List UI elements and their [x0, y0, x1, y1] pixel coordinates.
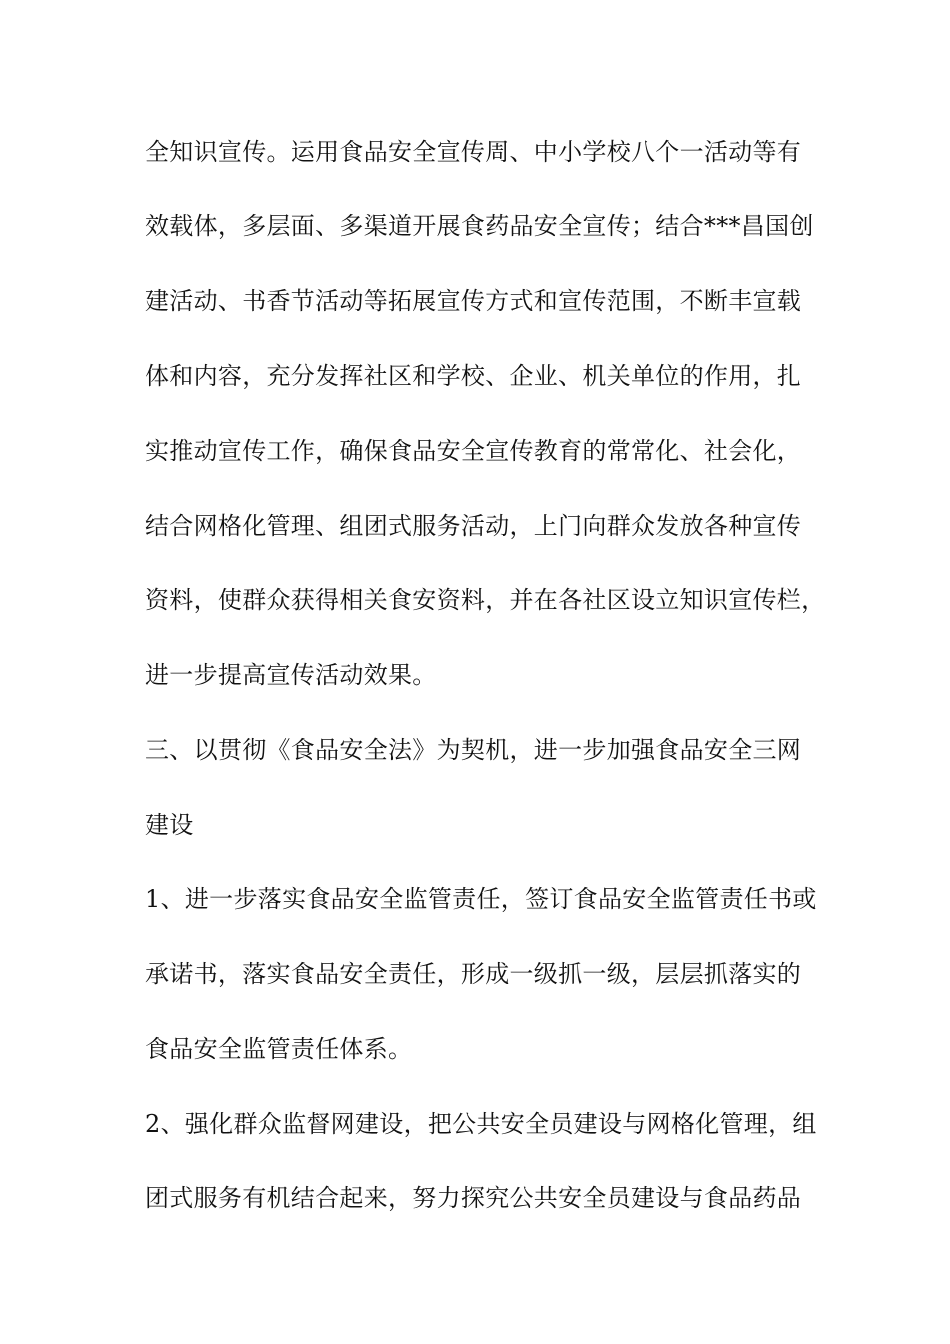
text-line: 食品安全监管责任体系。: [145, 1035, 413, 1063]
text-line: 实推动宣传工作，确保食品安全宣传教育的常常化、社会化，: [145, 437, 802, 465]
text-line: 资料，使群众获得相关食安资料，并在各社区设立知识宣传栏，: [145, 586, 826, 614]
text-line: 体和内容，充分发挥社区和学校、企业、机关单位的作用，扎: [145, 362, 802, 390]
section-heading: 三、以贯彻《食品安全法》为契机，进一步加强食品安全三网: [145, 736, 802, 764]
text-line: 承诺书，落实食品安全责任，形成一级抓一级，层层抓落实的: [145, 960, 802, 988]
text-line: 结合网格化管理、组团式服务活动，上门向群众发放各种宣传: [145, 512, 802, 540]
text-line: 效载体，多层面、多渠道开展食药品安全宣传；结合***昌国创: [145, 212, 814, 240]
text-line: 建活动、书香节活动等拓展宣传方式和宣传范围，不断丰宣载: [145, 287, 802, 315]
text-line: 团式服务有机结合起来，努力探究公共安全员建设与食品药品: [145, 1184, 802, 1212]
text-line: 进一步提高宣传活动效果。: [145, 661, 437, 689]
text-line: 2、强化群众监督网建设，把公共安全员建设与网格化管理，组: [145, 1110, 817, 1138]
section-heading: 建设: [145, 811, 194, 839]
text-line: 全知识宣传。运用食品安全宣传周、中小学校八个一活动等有: [145, 138, 802, 166]
text-line: 1、进一步落实食品安全监管责任，签订食品安全监管责任书或: [145, 885, 817, 913]
